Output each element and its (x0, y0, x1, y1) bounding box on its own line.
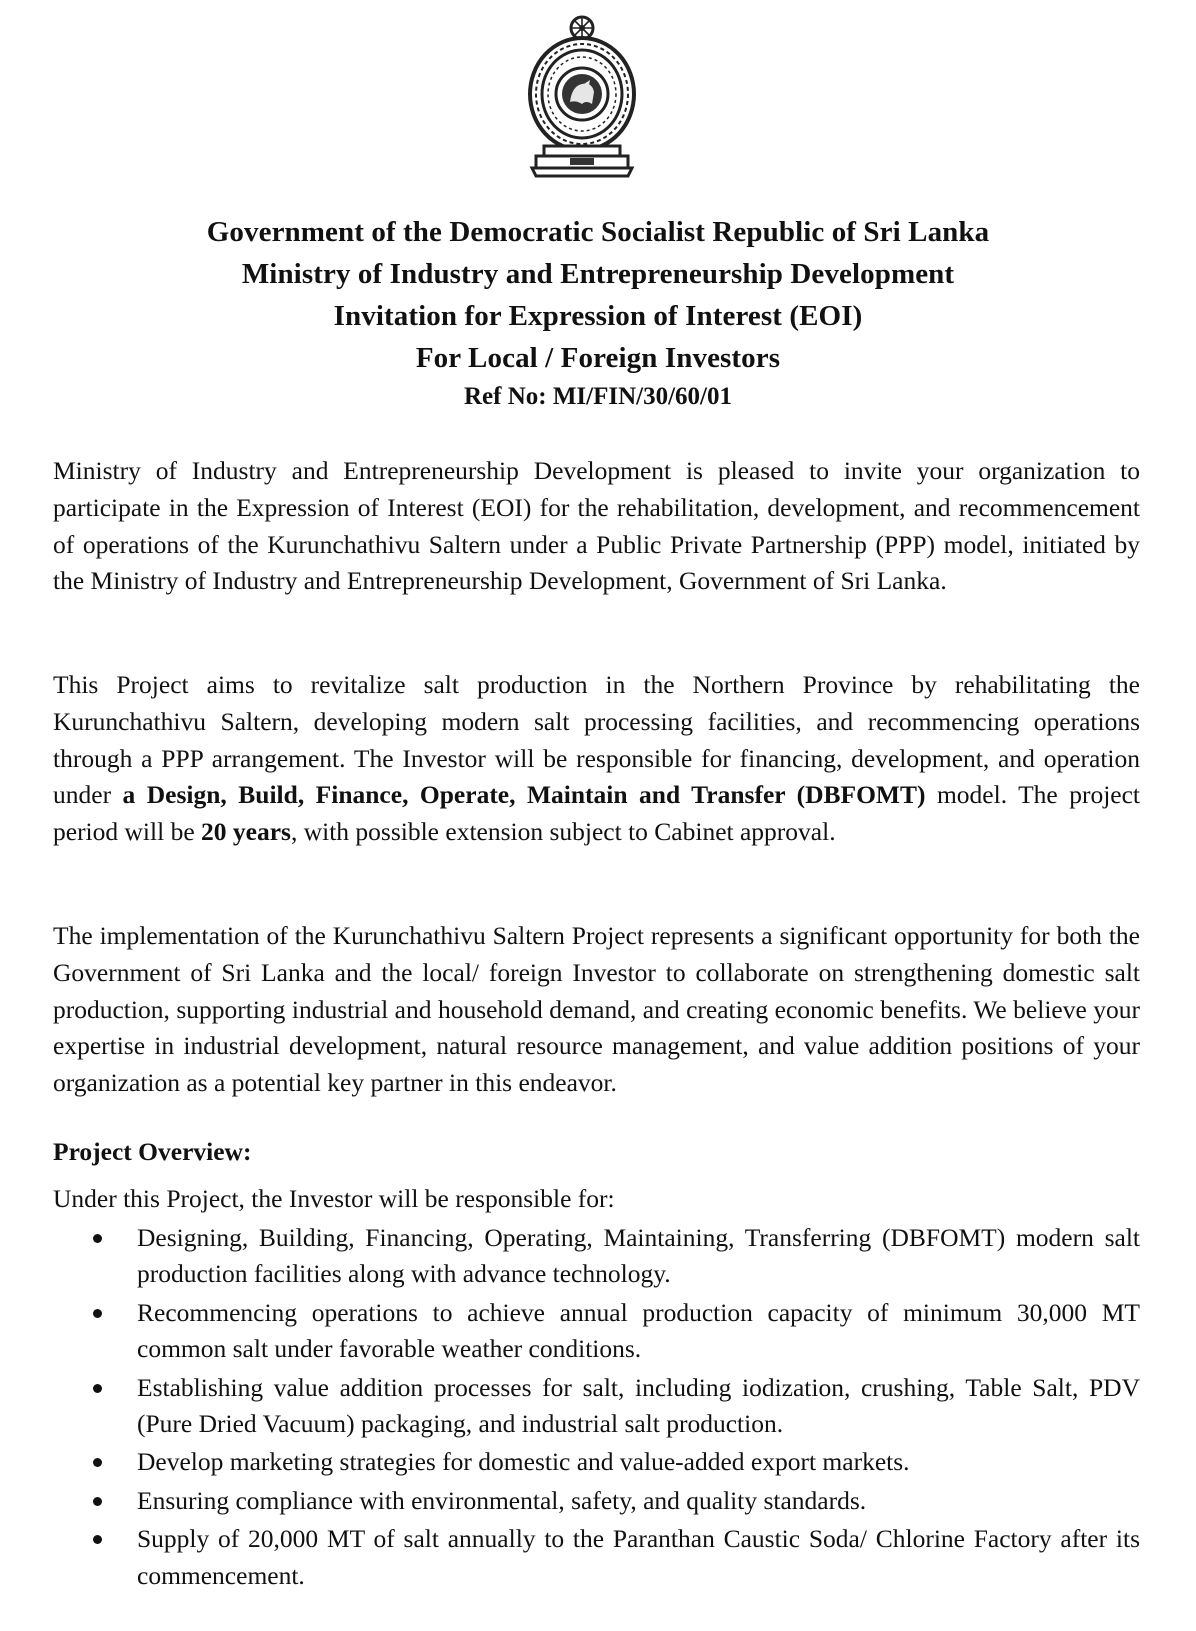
heading-ministry: Ministry of Industry and Entrepreneurship Development (241, 258, 955, 290)
list-item (53, 1220, 1140, 1293)
list-item-text: Develop marketing strategies for domestic and value-added export markets. (137, 1447, 910, 1477)
bullet-icon (93, 1234, 102, 1243)
bullet-icon (93, 1497, 102, 1506)
bullet-icon (93, 1535, 102, 1544)
paragraph-project-aims (53, 667, 1140, 851)
paragraph-bold-model: a Design, Build, Finance, Operate, Maintain and Transfer (DBFOMT) (122, 780, 926, 810)
paragraph-invitation: Ministry of Industry and Entrepreneurship Development is pleased to invite your organization to participate in the Expression of Interest (EOI) for the rehabilitation, development, and recommencement of operations of the Kurunchathivu Saltern under a Public Private Partnership (PPP) model, initiated by the Ministry of Industry and Entrepreneurship Development, Government of Sri Lanka. (53, 456, 1140, 596)
list-item (53, 1521, 1140, 1594)
bullet-icon (93, 1458, 102, 1467)
bullet-icon (93, 1309, 102, 1318)
overview-intro: Under this Project, the Investor will be responsible for: (53, 1184, 615, 1213)
document-heading (0, 211, 1196, 415)
list-item (53, 1295, 1140, 1368)
responsibilities-list (53, 1220, 1140, 1596)
heading-invitation: Invitation for Expression of Interest (EOI) (333, 300, 863, 332)
list-item-text: Recommencing operations to achieve annual production capacity of minimum 30,000 MT common salt under favorable weather conditions. (137, 1297, 1140, 1364)
national-emblem-icon (526, 14, 638, 180)
list-item-text: Supply of 20,000 MT of salt annually to the Paranthan Caustic Soda/ Chlorine Factory after its commencement. (137, 1524, 1140, 1590)
list-item-text: Ensuring compliance with environmental, safety, and quality standards. (137, 1485, 867, 1515)
paragraph-opportunity: The implementation of the Kurunchathivu Saltern Project represents a significant opportunity for both the Government of Sri Lanka and the local/ foreign Investor to collaborate on strengthening domestic salt production, supporting industrial and household demand, and creating economic benefits. We believe your expertise in industrial development, natural resource management, and value addition positions of your organization as a potential key partner in this endeavor. (53, 921, 1140, 1098)
paragraph-text: , with possible extension subject to Cabinet approval. (290, 817, 836, 847)
bullet-icon (93, 1384, 102, 1393)
reference-number: Ref No: MI/FIN/30/60/01 (463, 383, 733, 410)
list-item (53, 1444, 1140, 1480)
paragraph-text: This Project aims to revitalize salt production in the Northern Province by rehabilitating the Kurunchathivu Saltern, developing modern salt processing facilities, and recommencing operations through a PPP arrangement. The Investor will be responsible for financing, development, and operation under (53, 670, 1140, 810)
list-item (53, 1370, 1140, 1443)
heading-investors: For Local / Foreign Investors (415, 342, 781, 374)
list-item-text: Establishing value addition processes for salt, including iodization, crushing, Table Salt, PDV (Pure Dried Vacuum) packaging, and industrial salt production. (137, 1372, 1140, 1439)
heading-government: Government of the Democratic Socialist Republic of Sri Lanka (206, 216, 990, 248)
paragraph-text: model. The project period will be (53, 780, 1141, 847)
paragraph-bold-period: 20 years (201, 817, 291, 847)
section-title-project-overview: Project Overview: (53, 1137, 252, 1166)
list-item-text: Designing, Building, Financing, Operating, Maintaining, Transferring (DBFOMT) modern salt production facilities along with advance technology. (137, 1223, 1140, 1289)
list-item (53, 1483, 1140, 1519)
